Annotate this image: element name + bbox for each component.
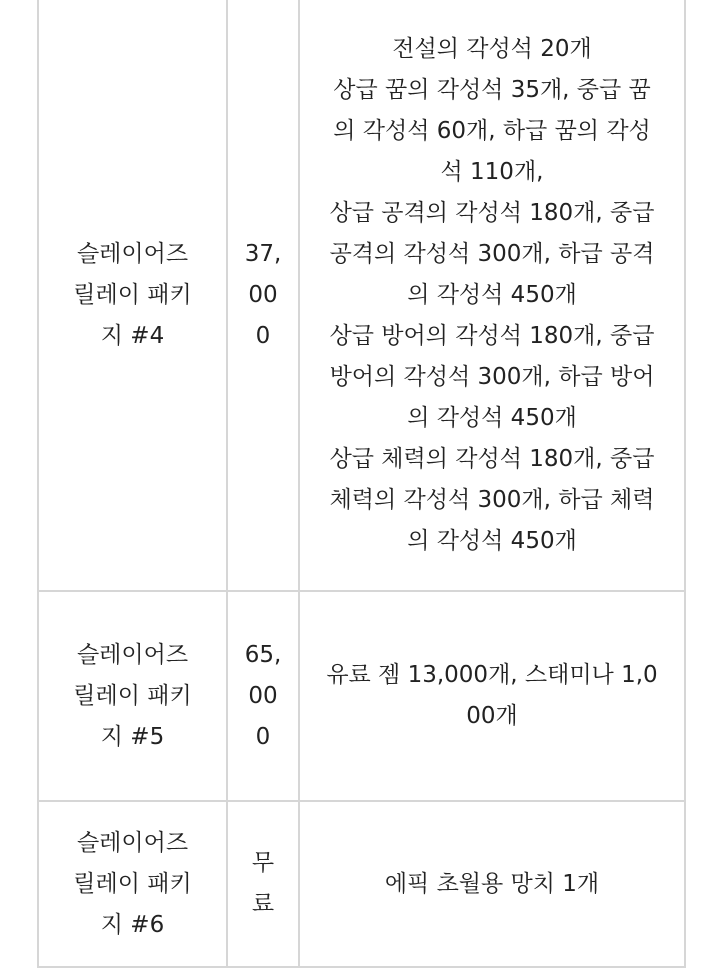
contents-line: 상급 꿈의 각성석 35개, 중급 꿈의 각성석 60개, 하급 꿈의 각성석 110개, xyxy=(333,76,651,185)
package-name: 슬레이어즈 릴레이 패키지 #4 xyxy=(38,0,227,591)
package-contents xyxy=(299,801,685,967)
contents-line: 유료 젬 13,000개, 스태미나 1,000개 xyxy=(326,662,658,729)
package-price: 65,000 xyxy=(227,591,299,801)
package-table xyxy=(37,0,686,968)
contents-line: 에픽 초월용 망치 1개 xyxy=(384,870,600,897)
contents-line: 상급 방어의 각성석 180개, 중급 방어의 각성석 300개, 하급 방어의 각성석 450개 xyxy=(329,322,655,431)
table-row xyxy=(38,0,685,591)
package-contents xyxy=(299,591,685,801)
package-name: 슬레이어즈 릴레이 패키지 #6 xyxy=(38,801,227,967)
package-price: 37,000 xyxy=(227,0,299,591)
package-price: 무료 xyxy=(227,801,299,967)
contents-line: 전설의 각성석 20개 xyxy=(392,35,592,62)
package-contents xyxy=(299,0,685,591)
table-row xyxy=(38,801,685,967)
table-row xyxy=(38,591,685,801)
package-name: 슬레이어즈 릴레이 패키지 #5 xyxy=(38,591,227,801)
contents-line: 상급 체력의 각성석 180개, 중급 체력의 각성석 300개, 하급 체력의 각성석 450개 xyxy=(329,445,655,554)
contents-line: 상급 공격의 각성석 180개, 중급 공격의 각성석 300개, 하급 공격의 각성석 450개 xyxy=(329,199,655,308)
